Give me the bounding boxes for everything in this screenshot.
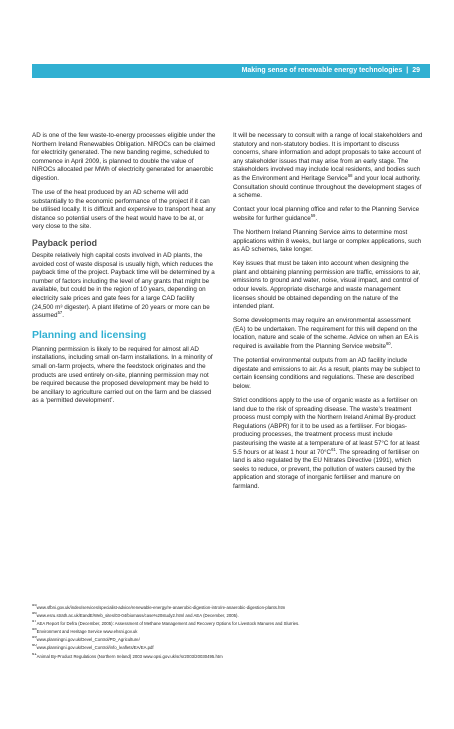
paragraph-ea-end: . <box>390 343 393 351</box>
footnote-number: 59 <box>32 636 37 640</box>
paragraph-planning-permission: Planning permission is likely to be required for almost all AD installations, including small on-farm installations. In a minority of small on-farm projects, where the feedstock originates and the products are used entirely on-site, planning permission may not be required because the proposed development may be held to be ancillary to agriculture carried out on the farm and be classed as a ‘permitted development’. <box>32 345 213 405</box>
footnote-number: 57 <box>32 620 37 624</box>
paragraph-stakeholders <box>233 132 423 201</box>
paragraph-payback-text: Despite relatively high capital costs involved in AD plants, the avoided cost of waste disposal is usually high, which reduces the payback time of the project. Payback time will be determined by a number of factors including the level of any grants that might be available, but could be in the region of 10 years, depending on electricity sale prices and gate fees for a large CAD facility (24,500 m³ digester). A plant lifetime of 20 years or more can be assumed <box>32 252 215 320</box>
footnotes <box>32 604 432 661</box>
footnote <box>32 628 432 636</box>
page-number: 29 <box>412 67 420 74</box>
footnote <box>32 636 432 644</box>
footnote-text[interactable]: Environment and Heritage Service www.ehsni.gov.uk <box>36 629 138 635</box>
paragraph-planning-office <box>233 206 423 223</box>
footnote-number: 56 <box>32 612 37 616</box>
heading-planning-licensing: Planning and licensing <box>32 328 147 341</box>
running-header <box>32 64 430 78</box>
footnote-text: AEA Report for Defra (December, 2005): Assessment of Methane Management and Recovery Options for Livestock Manures and Slurries. <box>36 621 300 627</box>
paragraph-environmental-outputs: The potential environmental outputs from an AD facility include digestate and emissions to air. As a result, plants may be subject to certain licensing conditions and regulations. These are described below. <box>233 357 421 390</box>
footnote-number: 60 <box>32 644 37 648</box>
right-column <box>233 132 423 497</box>
footnote-ref-59: 59 <box>310 212 316 218</box>
footnote <box>32 612 432 620</box>
paragraph-fertiliser-text: Strict conditions apply to the use of organic waste as a fertiliser on land due to the risk of spreading disease. The waste’s treatment process must comply with the Northern Ireland Animal By-product Regulations (ABPR) for it to be used as a fertiliser. For biogas-producing processes, the treatment process must include pasteurising the waste at a temperature of at least 57°C for at least 5.5 hours or at least 1 hour at 70°C <box>233 397 420 456</box>
footnote-text[interactable]: www.planningni.gov.uk/Devel_Control/info_leaflets/EA/EA.pdf <box>36 645 154 651</box>
footnote-text[interactable]: www.planningni.gov.uk/Devel_Control/PD_Agriculture/ <box>36 637 140 643</box>
paragraph-heat-use: The use of the heat produced by an AD scheme will add substantially to the economic performance of the project if it can be utilised locally. It is difficult and expensive to transport heat any distance so potential users of the heat would have to be at, or very close to the site. <box>32 189 216 231</box>
paragraph-planning-office-text: Contact your local planning office and refer to the Planning Service website for further guidance <box>233 206 420 222</box>
paragraph-payback-end: . <box>62 312 64 320</box>
paragraph-fertiliser-conditions <box>233 397 423 492</box>
paragraph-stakeholders-end: and your local authority. Consultation should continue throughout the development stages of a scheme. <box>233 174 422 200</box>
footnote-ref-57: 57 <box>57 310 63 316</box>
paragraph-stakeholders-text: It will be necessary to consult with a range of local stakeholders and statutory and non-statutory bodies. It is important to discuss concerns, share information and adopt proposals to take account of any stakeholder issues that may arise from an early stage. The stakeholders involved may include local residents, and bodies such as the Environment and Heritage Service <box>233 132 423 182</box>
left-column <box>32 132 216 411</box>
footnote-number: 61 <box>32 652 37 656</box>
footnote <box>32 620 432 628</box>
footnote-number: 58 <box>32 628 37 632</box>
header-title: Making sense of renewable energy technologies <box>241 67 403 74</box>
paragraph-environmental-assessment <box>233 317 423 351</box>
header-separator: | <box>406 67 409 74</box>
paragraph-nirocs: AD is one of the few waste-to-energy processes eligible under the Northern Ireland Renewables Obligation. NIROCs can be claimed for electricity generated. The new banding regime, scheduled to commence in April 2009, is planned to double the value of NIROCs allocated per MWh of electricity generated for anaerobic digestion. <box>32 132 216 182</box>
running-header-text <box>242 65 420 77</box>
footnote <box>32 644 432 652</box>
footnote-ref-58: 58 <box>347 172 353 178</box>
paragraph-planning-office-end: . <box>315 214 318 222</box>
footnote-ref-60: 60 <box>385 341 391 347</box>
footnote-number: 55 <box>32 604 37 607</box>
footnote-text[interactable]: Animal By-Product Regulations (Northern Ireland) 2003 www.opsi.gov.uk/sr/sr2003/20030495.htm <box>36 653 223 659</box>
paragraph-payback <box>32 252 216 321</box>
footnote-text[interactable]: www.sfbni.gov.uk/index/services/specialist-advice/renewable-energy/re-anaerobic-digestion-intro/re-anaerobic-digestion-plants.htm <box>36 605 286 610</box>
paragraph-ea-text: Some developments may require an environmental assessment (EA) to be undertaken. The requirement for this will depend on the location, nature and scale of the scheme. Advice on when an EA is required is available from the Planning Service website <box>233 317 419 351</box>
paragraph-planning-service: The Northern Ireland Planning Service aims to determine most applications within 8 weeks, but large or complex applications, such as AD schemes, take longer. <box>233 228 422 254</box>
footnote <box>32 653 432 661</box>
paragraph-key-issues: Key issues that must be taken into account when designing the plant and obtaining planning permission are traffic, emissions to air, emissions to ground and water, noise, visual impact, and control of odour levels. Appropriate discharge and waste management licenses should be obtained depending on the nature of the intended plant. <box>233 260 421 311</box>
paragraph-fertiliser-end: . The spreading of fertiliser on land is also regulated by the EU Nitrates Directive (1991), which seeks to reduce, or prevent, the pollution of waters caused by the application and storage of inorganic fertiliser and manure on farmland. <box>233 448 419 490</box>
footnote-ref-61: 61 <box>331 446 336 452</box>
footnote-text[interactable]: www.esru.strath.ac.uk/EandE/Web_sites/03-04/biomass/case%20study2.html and AEA (December, 2005). <box>36 613 239 619</box>
footnote <box>32 604 432 612</box>
heading-payback-period: Payback period <box>32 238 98 249</box>
